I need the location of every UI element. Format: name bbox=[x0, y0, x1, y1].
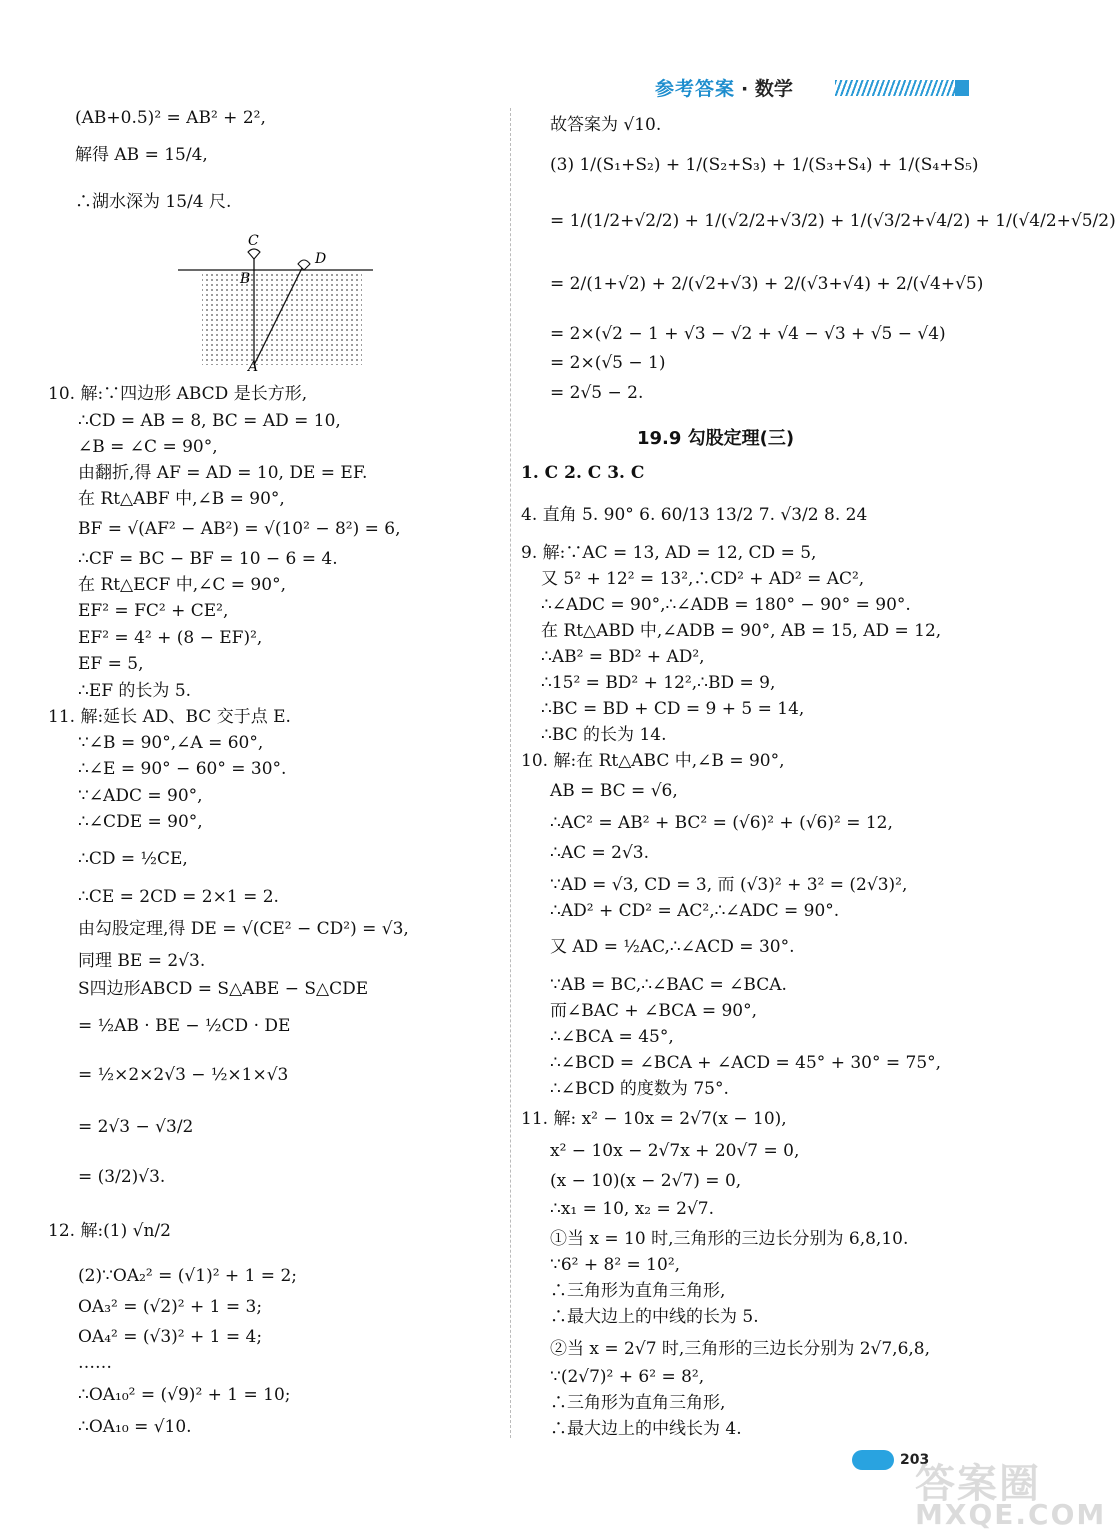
label-A: A bbox=[248, 359, 259, 375]
text-line: OA₃² = (√2)² + 1 = 3; bbox=[78, 1297, 263, 1317]
text-line: 12. 解:(1) √n/2 bbox=[48, 1221, 171, 1241]
header-stripe-end bbox=[955, 80, 969, 96]
text-line: 9. 解:∵AC = 13, AD = 12, CD = 5, bbox=[521, 543, 817, 563]
text-line: ∴AD² + CD² = AC²,∴∠ADC = 90°. bbox=[550, 901, 840, 921]
text-line: OA₄² = (√3)² + 1 = 4; bbox=[78, 1327, 263, 1347]
text-line: …… bbox=[78, 1353, 112, 1373]
text-line: ∠B = ∠C = 90°, bbox=[78, 437, 218, 457]
text-line: ∴三角形为直角三角形, bbox=[550, 1393, 726, 1413]
text-line: = 2×(√2 − 1 + √3 − √2 + √4 − √3 + √5 − √4) bbox=[550, 324, 946, 344]
text-line: ∵6² + 8² = 10², bbox=[550, 1255, 681, 1275]
text-line: 10. 解:∵四边形 ABCD 是长方形, bbox=[48, 384, 308, 404]
text-line: = 2/(1+√2) + 2/(√2+√3) + 2/(√3+√4) + 2/(√4+√5) bbox=[550, 274, 984, 294]
text-line: ∴CF = BC − BF = 10 − 6 = 4. bbox=[78, 549, 338, 569]
text-line: ∵∠B = 90°,∠A = 60°, bbox=[78, 733, 264, 753]
text-line: = 2×(√5 − 1) bbox=[550, 353, 666, 373]
watermark-text: 答案圈 bbox=[915, 1461, 1041, 1507]
text-line: 故答案为 √10. bbox=[550, 115, 662, 135]
text-line: (x − 10)(x − 2√7) = 0, bbox=[550, 1171, 742, 1191]
text-line: ∴CE = 2CD = 2×1 = 2. bbox=[78, 887, 279, 907]
text-line: ∴CD = ½CE, bbox=[78, 849, 188, 869]
text-line: S四边形ABCD = S△ABE − S△CDE bbox=[78, 979, 369, 999]
text-line: = 2√3 − √3/2 bbox=[78, 1117, 194, 1137]
text-line: ∴OA₁₀² = (√9)² + 1 = 10; bbox=[78, 1385, 291, 1405]
text-line: ∴∠CDE = 90°, bbox=[78, 812, 203, 832]
page-pill-decoration bbox=[852, 1450, 894, 1470]
text-line: EF² = FC² + CE², bbox=[78, 601, 229, 621]
text-line: ∴AC² = AB² + BC² = (√6)² + (√6)² = 12, bbox=[550, 813, 893, 833]
column-divider bbox=[510, 108, 511, 1438]
text-line: x² − 10x − 2√7x + 20√7 = 0, bbox=[550, 1141, 800, 1161]
text-line: ∴EF 的长为 5. bbox=[78, 681, 192, 701]
label-B: B bbox=[240, 271, 251, 287]
lotus-flower-icon-C bbox=[248, 249, 260, 259]
water-area bbox=[202, 272, 362, 365]
text-line: AB = BC = √6, bbox=[550, 781, 678, 801]
header-subject: · 数学 bbox=[741, 77, 793, 100]
text-line: 又 5² + 12² = 13²,∴CD² + AD² = AC², bbox=[541, 569, 865, 589]
text-line: = ½×2×2√3 − ½×1×√3 bbox=[78, 1065, 289, 1085]
text-line: 4. 直角 5. 90° 6. 60/13 13/2 7. √3/2 8. 24 bbox=[521, 505, 868, 525]
text-line: = 1/(1/2+√2/2) + 1/(√2/2+√3/2) + 1/(√3/2+√4/2) + 1/(√4/2+√5/2) bbox=[550, 211, 1116, 231]
text-line: ∵∠ADC = 90°, bbox=[78, 786, 203, 806]
text-line: ∴湖水深为 15/4 尺. bbox=[75, 192, 232, 212]
text-line: ①当 x = 10 时,三角形的三边长分别为 6,8,10. bbox=[550, 1229, 909, 1249]
text-line: ∴∠BCA = 45°, bbox=[550, 1027, 674, 1047]
text-line: ∵(2√7)² + 6² = 8², bbox=[550, 1367, 705, 1387]
text-line: 又 AD = ½AC,∴∠ACD = 30°. bbox=[550, 937, 795, 957]
text-line: = 2√5 − 2. bbox=[550, 383, 644, 403]
header-title: 参考答案 bbox=[655, 77, 736, 100]
text-line: 1. C 2. C 3. C bbox=[521, 463, 645, 483]
text-line: ∴AC = 2√3. bbox=[550, 843, 650, 863]
text-line: EF = 5, bbox=[78, 654, 144, 674]
text-line: 在 Rt△ECF 中,∠C = 90°, bbox=[78, 575, 286, 595]
label-C: C bbox=[248, 233, 259, 249]
text-line: ∴x₁ = 10, x₂ = 2√7. bbox=[550, 1199, 715, 1219]
text-line: 11. 解:延长 AD、BC 交于点 E. bbox=[48, 707, 291, 727]
text-line: ∴∠BCD 的度数为 75°. bbox=[550, 1079, 729, 1099]
text-line: ∴AB² = BD² + AD², bbox=[541, 647, 705, 667]
text-line: ∴三角形为直角三角形, bbox=[550, 1281, 726, 1301]
text-line: ∴15² = BD² + 12²,∴BD = 9, bbox=[541, 673, 776, 693]
text-line: ∵AD = √3, CD = 3, 而 (√3)² + 3² = (2√3)², bbox=[550, 875, 908, 895]
text-line: ∴最大边上的中线的长为 5. bbox=[550, 1307, 759, 1327]
text-line: 在 Rt△ABF 中,∠B = 90°, bbox=[78, 489, 285, 509]
text-line: 由翻折,得 AF = AD = 10, DE = EF. bbox=[78, 463, 368, 483]
text-line: ∴最大边上的中线长为 4. bbox=[550, 1419, 742, 1439]
page-number: 203 bbox=[900, 1452, 930, 1468]
text-line: 同理 BE = 2√3. bbox=[78, 951, 206, 971]
text-line: 在 Rt△ABD 中,∠ADB = 90°, AB = 15, AD = 12, bbox=[541, 621, 942, 641]
text-line: (AB+0.5)² = AB² + 2², bbox=[75, 108, 266, 128]
text-line: = (3/2)√3. bbox=[78, 1167, 166, 1187]
text-line: 解得 AB = 15/4, bbox=[75, 145, 208, 165]
text-line: (3) 1/(S₁+S₂) + 1/(S₂+S₃) + 1/(S₃+S₄) + 1/(S₄+S₅) bbox=[550, 155, 979, 175]
text-line: 10. 解:在 Rt△ABC 中,∠B = 90°, bbox=[521, 751, 785, 771]
text-line: ②当 x = 2√7 时,三角形的三边长分别为 2√7,6,8, bbox=[550, 1339, 931, 1359]
text-line: ∴CD = AB = 8, BC = AD = 10, bbox=[78, 411, 341, 431]
text-line: ∴∠ADC = 90°,∴∠ADB = 180° − 90° = 90°. bbox=[541, 595, 911, 615]
text-line: = ½AB · BE − ½CD · DE bbox=[78, 1016, 291, 1036]
text-line: 11. 解: x² − 10x = 2√7(x − 10), bbox=[521, 1109, 787, 1129]
text-line: 由勾股定理,得 DE = √(CE² − CD²) = √3, bbox=[78, 919, 409, 939]
text-line: 而∠BAC + ∠BCA = 90°, bbox=[550, 1001, 757, 1021]
watermark-logo bbox=[915, 1452, 1107, 1536]
page-header bbox=[655, 74, 793, 100]
text-line: ∴BC 的长为 14. bbox=[541, 725, 667, 745]
text-line: (2)∵OA₂² = (√1)² + 1 = 2; bbox=[78, 1266, 297, 1286]
text-line: EF² = 4² + (8 − EF)², bbox=[78, 628, 263, 648]
text-line: ∴∠E = 90° − 60° = 30°. bbox=[78, 759, 287, 779]
text-line: ∴OA₁₀ = √10. bbox=[78, 1417, 192, 1437]
text-line: ∴BC = BD + CD = 9 + 5 = 14, bbox=[541, 699, 805, 719]
text-line: ∴∠BCD = ∠BCA + ∠ACD = 45° + 30° = 75°, bbox=[550, 1053, 942, 1073]
text-line: ∵AB = BC,∴∠BAC = ∠BCA. bbox=[550, 975, 787, 995]
section-title: 19.9 勾股定理(三) bbox=[637, 428, 795, 449]
text-line: BF = √(AF² − AB²) = √(10² − 8²) = 6, bbox=[78, 519, 401, 539]
header-stripe-decoration bbox=[835, 80, 967, 96]
watermark-url: MXQE.COM bbox=[915, 1498, 1107, 1531]
lake-diagram bbox=[170, 228, 380, 373]
label-D: D bbox=[315, 251, 327, 267]
lotus-flower-icon-D bbox=[298, 260, 310, 270]
